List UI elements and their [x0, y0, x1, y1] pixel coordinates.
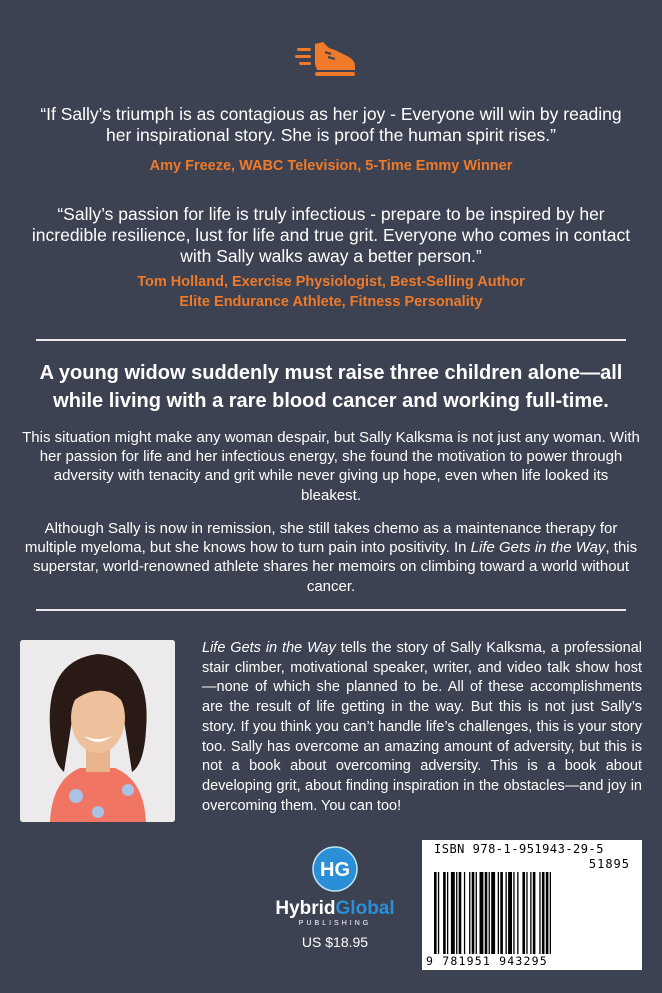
barcode-bar [491, 872, 495, 954]
author-bio: Life Gets in the Way tells the story of Sally Kalksma, a professional stair climber, motivational speaker, writer, and video talk show host—none of which she planned to be. All of these accomplishments are the result of life getting in the way. But this is not just Sally’s story. If you think you can’t handle life’s challenges, this is your story too. Sally has overcome an amazing amount of adversity, but this is not a book about overcoming adversity. This is a book about developing grit, about finding inspiration in the obstacles—and joy in overcoming them. You can too! [202, 640, 643, 814]
barcode-bar [469, 872, 470, 954]
description-paragraph: Although Sally is now in remission, she still takes chemo as a maintenance therapy for multiple myeloma, but she knows how to turn pain into positivity. In Life Gets in the Way, this superstar, world-renowned athlete shares her memoirs on climbing toward a world without cancer. [24, 520, 638, 595]
globe-icon [311, 845, 359, 893]
publisher-tagline: PUBLISHING [298, 920, 372, 927]
divider [36, 339, 626, 341]
barcode-bar [522, 872, 525, 954]
publisher-name-part2: Global [335, 898, 395, 919]
publisher-name-part1: Hybrid [275, 898, 336, 919]
author-photo [20, 640, 175, 822]
description-paragraph: This situation might make any woman despair, but Sally Kalksma is not just any woman. With her passion for life and her infectious energy, she found the motivation to power through adversity with tenacity and grit while never giving up hope, even when life looked its bleakest. [22, 429, 640, 504]
barcode-bar [485, 872, 488, 954]
barcode-bars [434, 872, 634, 954]
barcode-bar [459, 872, 462, 954]
isbn-number: ISBN 978-1-951943-29-5 [434, 842, 604, 856]
book-title: Life Gets in the Way [470, 539, 606, 557]
barcode-bar [513, 872, 514, 954]
barcode-bar [539, 872, 540, 954]
publisher-monogram: HG [320, 859, 350, 881]
quote-attribution: Tom Holland, Exercise Physiologist, Best-Selling Author Elite Endurance Athlete, Fitness Personality [137, 274, 525, 310]
barcode-bar [456, 872, 457, 954]
barcode-bar [480, 872, 484, 954]
publisher-logo [270, 845, 400, 929]
barcode-bar [489, 872, 490, 954]
price: US $18.95 [301, 934, 369, 950]
quote-text: “Sally’s passion for life is truly infectious - prepare to be inspired by her incredible resilience, lust for life and true grit. Everyone who comes in contact with Sally walks away a better person.” [31, 204, 631, 266]
ean-number: 9 781951 943295 [426, 954, 548, 968]
barcode-bar [533, 872, 536, 954]
headline: A young widow suddenly must raise three children alone—all while living with a rare blood cancer and working full-time. [39, 362, 623, 412]
running-shoe-icon [295, 34, 357, 80]
barcode-bar [517, 872, 518, 954]
barcode-bar [542, 872, 545, 954]
barcode-bar [526, 872, 527, 954]
barcode-bar [546, 872, 549, 954]
isbn-barcode [422, 840, 642, 970]
divider [36, 609, 626, 611]
barcode-bar [451, 872, 455, 954]
barcode-bar [506, 872, 507, 954]
barcode-bar [472, 872, 475, 954]
barcode-bar [443, 872, 446, 954]
barcode-bar [508, 872, 512, 954]
barcode-bar [476, 872, 477, 954]
price-code: 51895 [588, 857, 630, 871]
barcode-bar [464, 872, 465, 954]
barcode-bar [434, 872, 437, 954]
quote-attribution: Amy Freeze, WABC Television, 5-Time Emmy Winner [149, 158, 513, 174]
barcode-bar [447, 872, 448, 954]
barcode-bar [550, 872, 551, 954]
barcode-bar [498, 872, 499, 954]
quote-text: “If Sally’s triumph is as contagious as her joy - Everyone will win by reading her inspirational story. She is proof the human spirit rises.” [40, 104, 622, 145]
book-title: Life Gets in the Way [202, 640, 336, 656]
barcode-bar [438, 872, 439, 954]
barcode-bar [530, 872, 531, 954]
barcode-bar [500, 872, 503, 954]
